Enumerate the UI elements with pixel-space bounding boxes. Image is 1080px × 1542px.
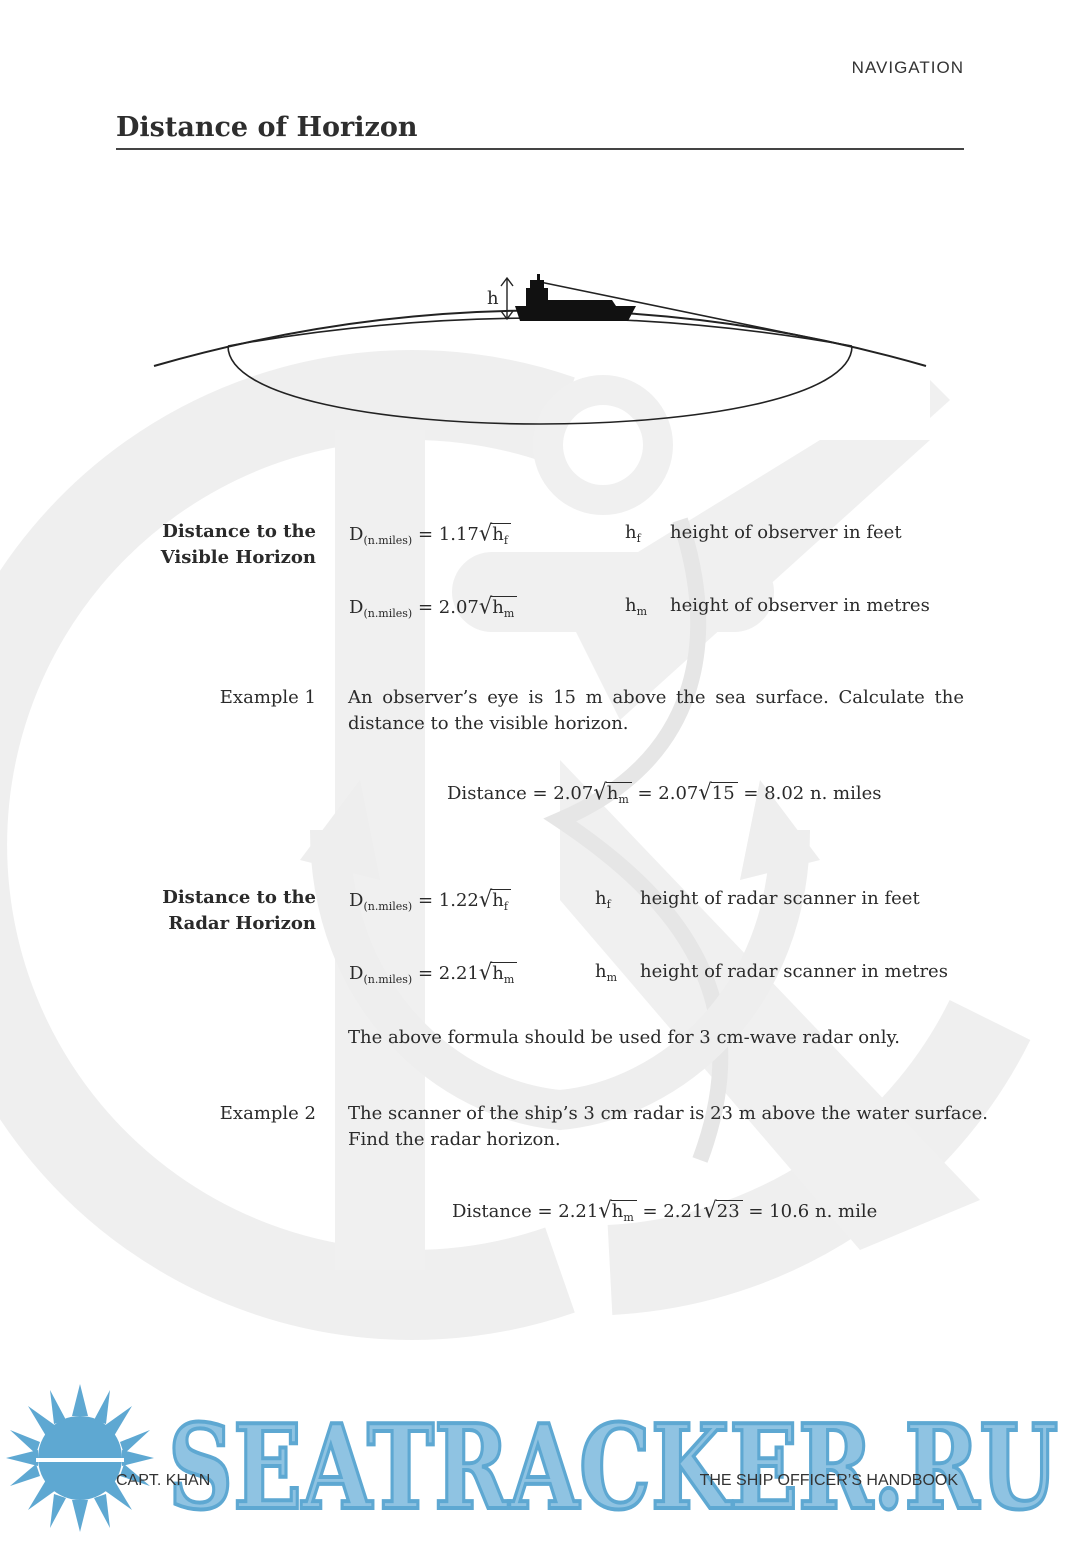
- radar-note: The above formula should be used for 3 cm-wave radar only.: [348, 1027, 900, 1048]
- radar-horizon-label: Distance to the Radar Horizon: [162, 887, 316, 934]
- radar-desc-metres: height of radar scanner in metres: [640, 961, 948, 982]
- visible-desc-feet: height of observer in feet: [670, 522, 902, 543]
- horizon-circle-back: [228, 318, 852, 346]
- visible-symbol-metres: $h_m$: [625, 595, 648, 618]
- horizon-circle-front: [228, 346, 852, 424]
- height-label: h: [487, 288, 499, 309]
- example-2-text: The scanner of the ship’s 3 cm radar is 23 m above the water surface. Find the radar horizon.: [348, 1103, 988, 1150]
- radar-formula-metres: $D_{(n.miles)} = 2.21√h_m$: [349, 959, 517, 993]
- example-2-label: Example 2: [219, 1103, 316, 1124]
- visible-formula-metres: $D_{(n.miles)} = 2.07√h_m$: [349, 593, 517, 627]
- visible-desc-metres: height of observer in metres: [670, 595, 930, 616]
- footer-author: CAPT. KHAN: [116, 1472, 211, 1489]
- visible-horizon-label: Distance to the Visible Horizon: [160, 521, 316, 568]
- radar-desc-feet: height of radar scanner in feet: [640, 888, 920, 909]
- page-title: Distance of Horizon: [116, 112, 418, 143]
- radar-symbol-metres: $h_m$: [595, 961, 618, 984]
- watermark-text: SEATRACKER.RU: [168, 1400, 1058, 1536]
- visible-symbol-feet: $h_f$: [625, 522, 641, 545]
- example-1-label: Example 1: [219, 687, 316, 708]
- example-1-calculation: Distance = $2.07√h_m = 2.07√15 = 8.02$ n. miles: [447, 779, 882, 811]
- example-1-text: An observer’s eye is 15 m above the sea surface. Calculate the distance to the visible horizon.: [348, 687, 964, 734]
- radar-symbol-feet: $h_f$: [595, 888, 611, 911]
- horizon-diagram: [0, 0, 1080, 460]
- radar-formula-feet: $D_{(n.miles)} = 1.22√h_f$: [349, 886, 511, 920]
- example-2-calculation: Distance = $2.21√h_m = 2.21√23 = 10.6$ n. mile: [452, 1197, 877, 1229]
- visible-formula-feet: $D_{(n.miles)} = 1.17√h_f$: [349, 520, 511, 554]
- footer-book-title: THE SHIP OFFICER’S HANDBOOK: [699, 1472, 958, 1489]
- height-arrow: [501, 278, 513, 319]
- seatracker-watermark-logo: [0, 1380, 1080, 1542]
- section-header: NAVIGATION: [851, 58, 964, 77]
